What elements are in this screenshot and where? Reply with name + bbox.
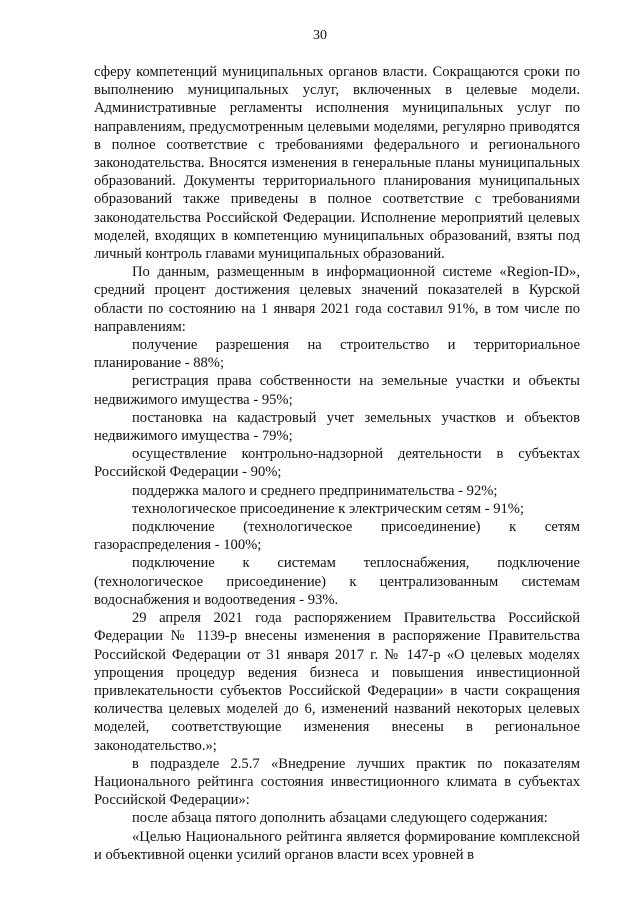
list-item-property-registration: регистрация права собственности на земельные участки и объекты недвижимого имущества - 95%; [94, 373, 580, 408]
list-item-heat-water-connection: подключение к системам теплоснабжения, подключение (технологическое присоединение) к централизованным системам водоснабжения и водоотведения - 93%. [94, 555, 580, 608]
paragraph-region-id: По данным, размещенным в информационной системе «Region-ID», средний процент достижения целевых значений показателей в Курской области по состоянию на 1 января 2021 года составил 91%, в том числе по направлениям: [94, 264, 580, 335]
list-item-control-supervision: осуществление контрольно-надзорной деятельности в субъектах Российской Федерации - 90%; [94, 446, 580, 481]
list-item-cadastral-registration: постановка на кадастровый учет земельных участков и объектов недвижимого имущества - 79%; [94, 409, 580, 445]
page-number: 30 [313, 28, 327, 43]
paragraph-subsection-2-5-7: в подразделе 2.5.7 «Внедрение лучших практик по показателям Национального рейтинга состояния инвестиционного климата в субъектах Российской Федерации»: [94, 755, 580, 809]
document-body [94, 63, 580, 864]
list-item-construction-permit: получение разрешения на строительство и территориальное планирование - 88%; [94, 337, 580, 372]
list-item-small-business-support: поддержка малого и среднего предпринимательства - 92%; [132, 482, 498, 499]
paragraph-continuation: сферу компетенций муниципальных органов власти. Сокращаются сроки по выполнению муниципальных услуг, включенных в целевые модели. Административные регламенты исполнения муниципальных услуг по направлениям, предусмотренным целевыми моделями, регулярно приводятся в полное соответствие с требованиями федерального и регионального законодательства. Вносятся изменения в генеральные планы муниципальных образований. Документы территориального планирования муниципальных образований также приведены в полное соответствие с требованиями законодательства Российской Федерации. Исполнение мероприятий целевых моделей, входящих в компетенцию муниципальных образований, взяты под личный контроль главами муниципальных образований. [94, 64, 580, 263]
paragraph-insert-instruction: после абзаца пятого дополнить абзацами следующего содержания: [132, 810, 548, 827]
paragraph-national-rating: «Целью Национального рейтинга является формирование комплексной и объективной оценки усилий органов власти всех уровней в [94, 828, 580, 863]
list-item-electric-connection: технологическое присоединение к электрическим сетям - 91%; [132, 500, 525, 517]
paragraph-government-order: 29 апреля 2021 года распоряжением Правительства Российской Федерации № 1139-р внесены изменения в распоряжение Правительства Российской Федерации от 31 января 2017 г. № 147-р «О целевых моделях упрощения процедур ведения бизнеса и повышения инвестиционной привлекательности субъектов Российской Федерации» в части сокращения количества целевых моделей до 6, изменений названий некоторых целевых моделей, соответствующие изменения внесены в региональное законодательство.»; [94, 610, 580, 754]
list-item-gas-connection: подключение (технологическое присоединение) к сетям газораспределения - 100%; [94, 519, 580, 554]
